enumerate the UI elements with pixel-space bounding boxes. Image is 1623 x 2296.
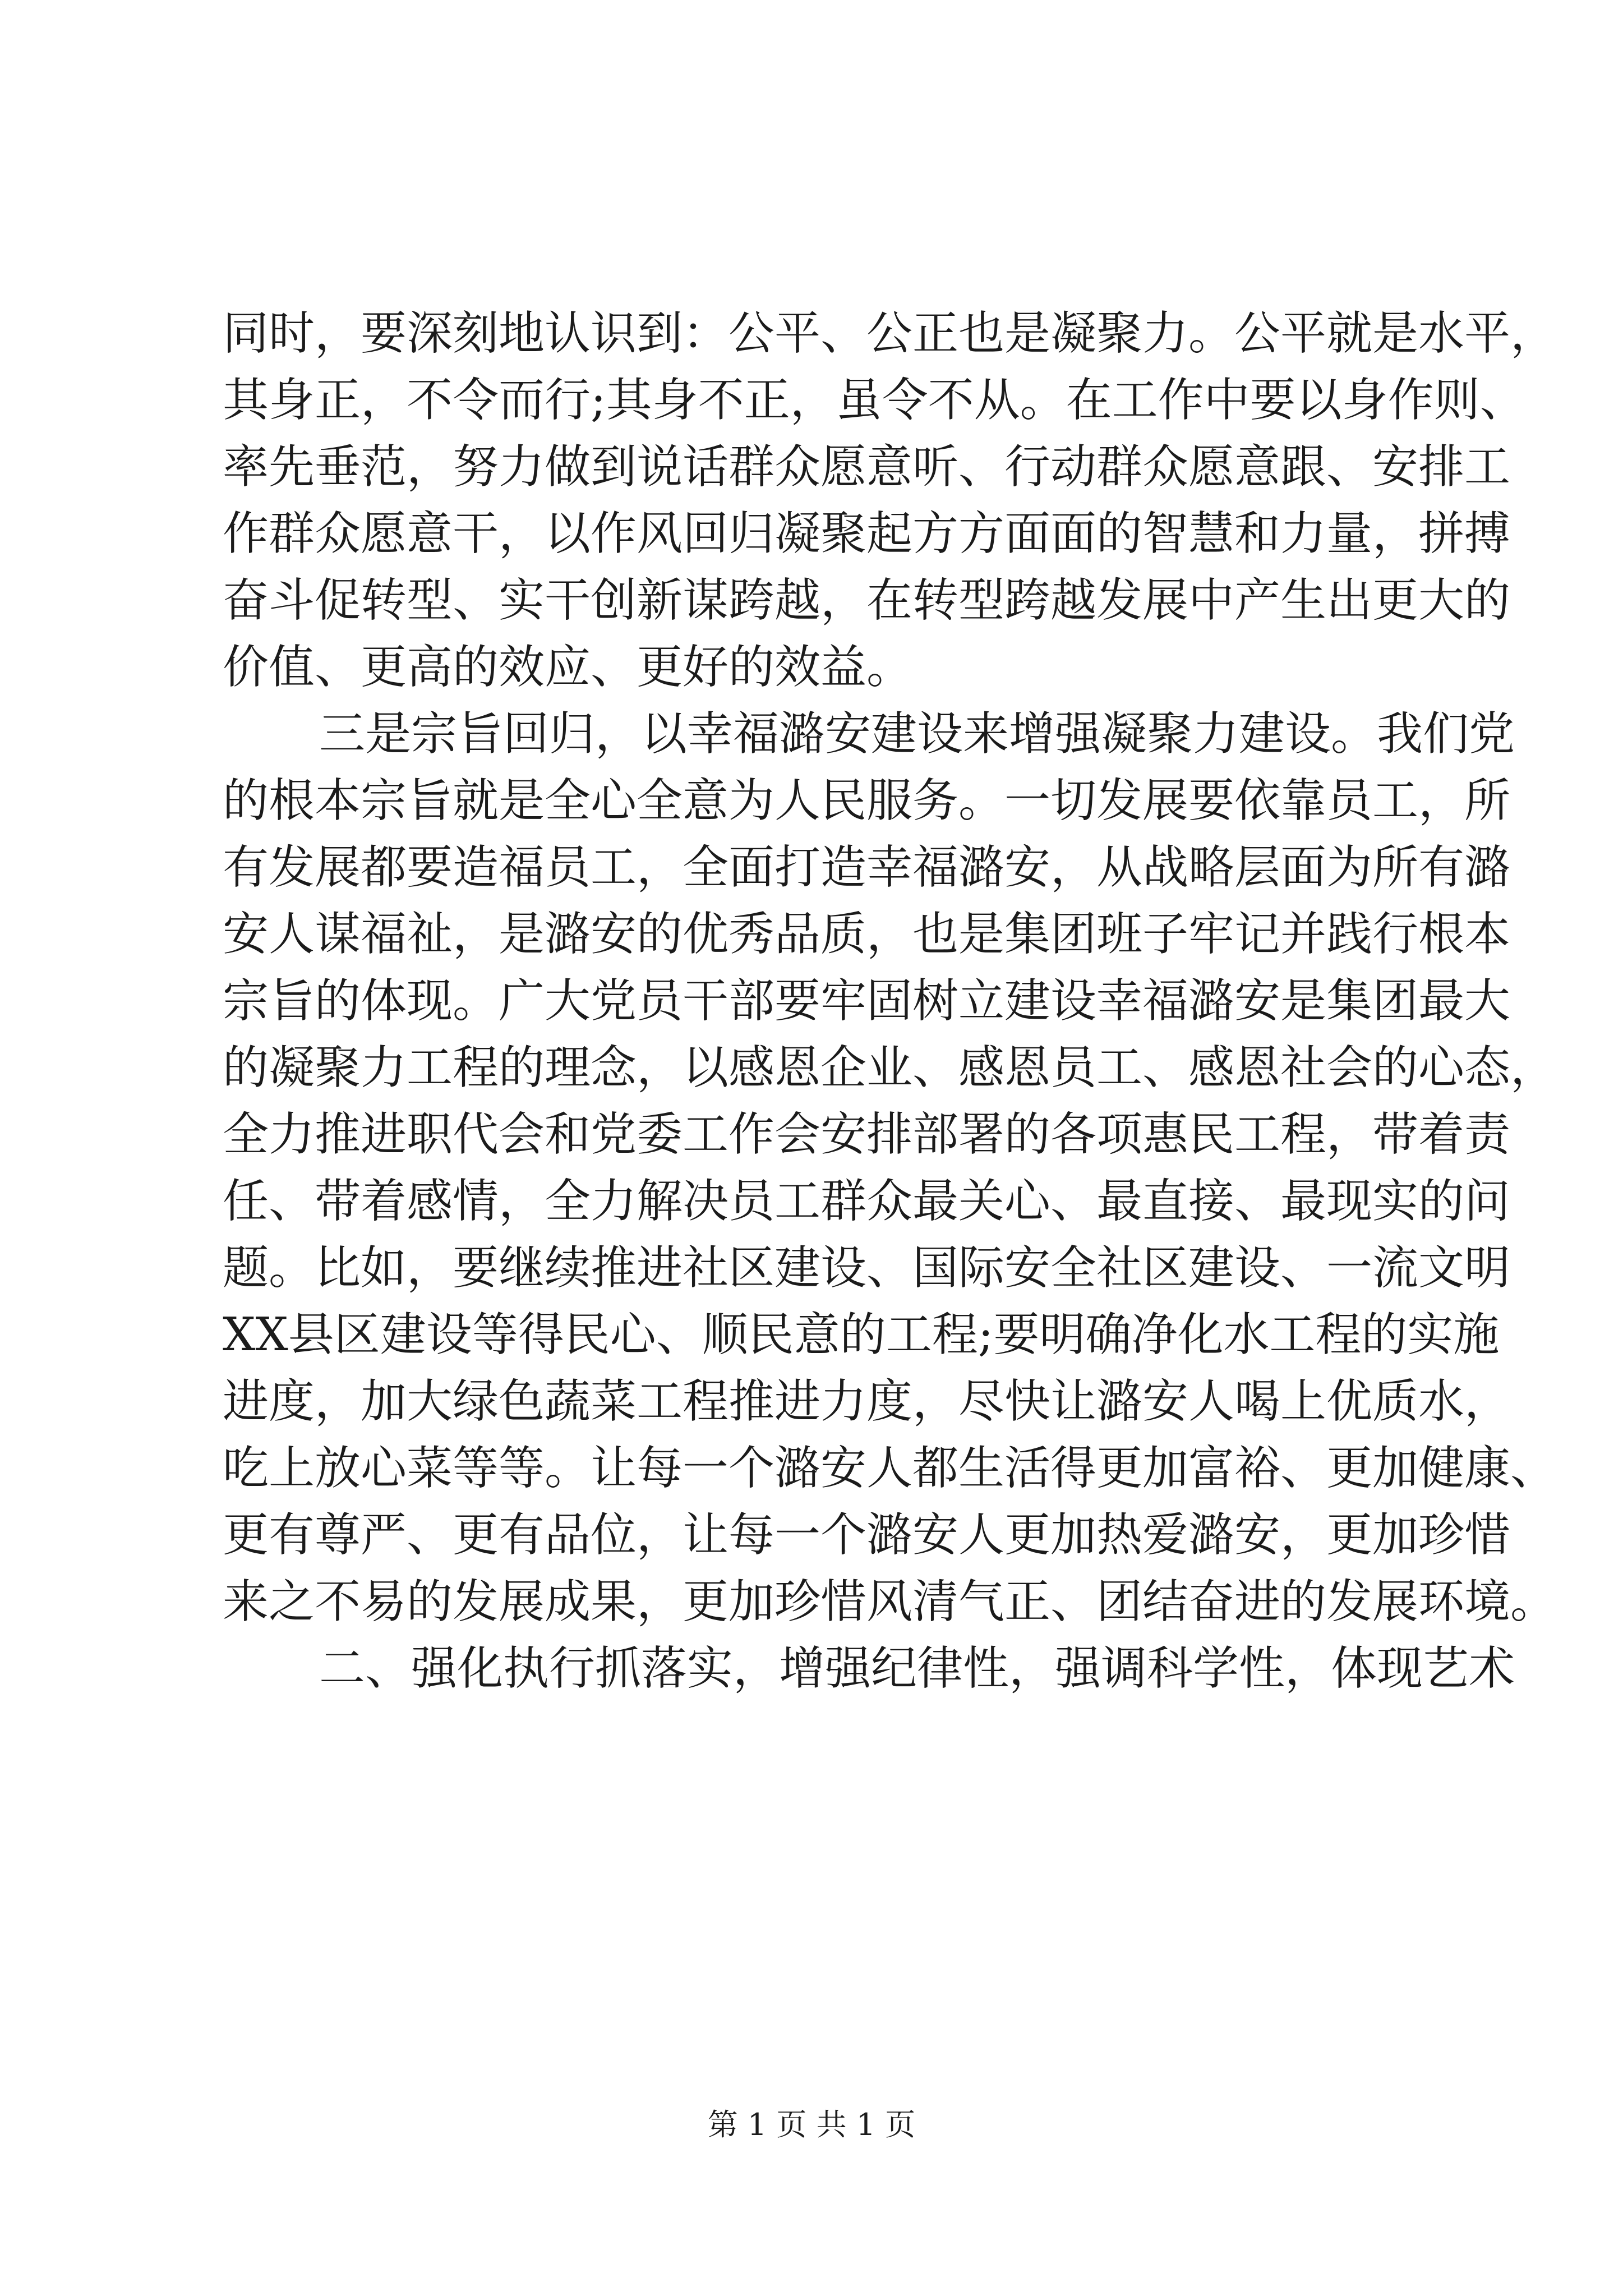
text-line: 其身正，不令而行;其身不正，虽令不从。在工作中要以身作则、 bbox=[223, 374, 1526, 427]
document-body bbox=[223, 300, 1557, 1702]
text-line: 任、带着感情，全力解决员工群众最关心、最直接、最现实的问 bbox=[223, 1175, 1511, 1228]
text-line: 题。比如，要继续推进社区建设、国际安全社区建设、一流文明 bbox=[223, 1241, 1511, 1295]
text-line: 来之不易的发展成果，更加珍惜风清气正、团结奋进的发展环境。 bbox=[223, 1575, 1557, 1628]
text-line: 率先垂范，努力做到说话群众愿意听、行动群众愿意跟、安排工 bbox=[223, 440, 1511, 494]
text-line: 同时，要深刻地认识到：公平、公正也是凝聚力。公平就是水平， bbox=[223, 307, 1557, 360]
page-footer: 第 1 页 共 1 页 bbox=[707, 2107, 916, 2142]
paragraph-start-line: 三是宗旨回归，以幸福潞安建设来增强凝聚力建设。我们党 bbox=[319, 707, 1515, 761]
text-line: 的根本宗旨就是全心全意为人民服务。一切发展要依靠员工，所 bbox=[223, 774, 1511, 827]
text-line: 有发展都要造福员工，全面打造幸福潞安，从战略层面为所有潞 bbox=[223, 841, 1511, 894]
text-line: 价值、更高的效应、更好的效益。 bbox=[223, 641, 913, 694]
text-line: 奋斗促转型、实干创新谋跨越，在转型跨越发展中产生出更大的 bbox=[223, 574, 1511, 627]
text-line: 全力推进职代会和党委工作会安排部署的各项惠民工程，带着责 bbox=[223, 1108, 1511, 1161]
text-line: XX县区建设等得民心、顺民意的工程;要明确净化水工程的实施 bbox=[223, 1308, 1500, 1361]
text-line: 进度，加大绿色蔬菜工程推进力度，尽快让潞安人喝上优质水， bbox=[223, 1375, 1511, 1428]
text-line: 安人谋福祉，是潞安的优秀品质，也是集团班子牢记并践行根本 bbox=[223, 908, 1511, 961]
paragraph-start-line: 二、强化执行抓落实，增强纪律性，强调科学性，体现艺术 bbox=[319, 1642, 1515, 1695]
text-line: 更有尊严、更有品位，让每一个潞安人更加热爱潞安，更加珍惜 bbox=[223, 1508, 1511, 1562]
text-line: 吃上放心菜等等。让每一个潞安人都生活得更加富裕、更加健康、 bbox=[223, 1442, 1557, 1495]
text-line: 宗旨的体现。广大党员干部要牢固树立建设幸福潞安是集团最大 bbox=[223, 974, 1511, 1028]
text-line: 作群众愿意干，以作风回归凝聚起方方面面的智慧和力量，拼搏 bbox=[223, 507, 1511, 560]
text-line: 的凝聚力工程的理念，以感恩企业、感恩员工、感恩社会的心态， bbox=[223, 1041, 1557, 1094]
